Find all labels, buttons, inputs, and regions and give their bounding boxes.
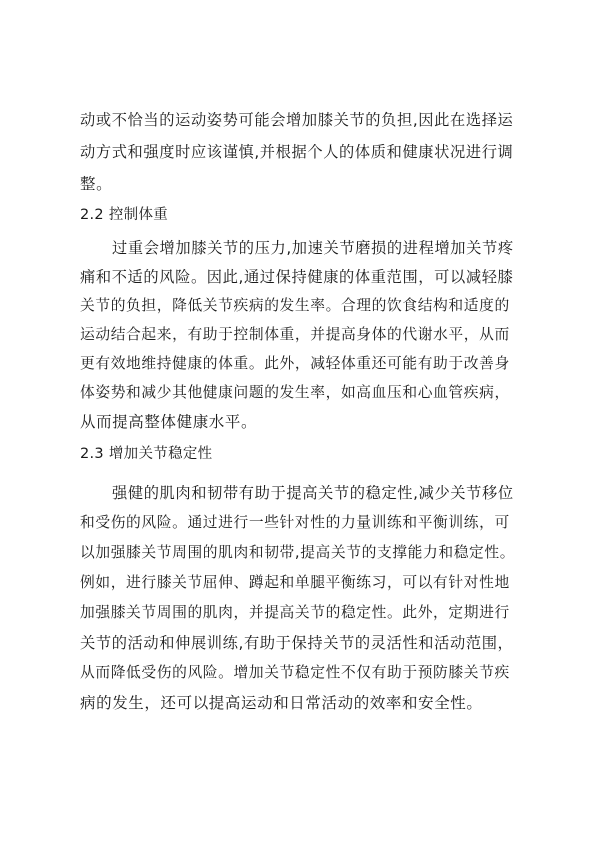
paragraph-1-line-3: 整。 (80, 175, 113, 193)
section-2-3-line-8: 病的发生，还可以提高运动和日常活动的效率和安全性。 (80, 694, 483, 712)
section-2-3-line-5: 加强膝关节周围的肌肉，并提高关节的稳定性。此外，定期进行 (80, 604, 510, 621)
paragraph-1-line-2: 动方式和强度时应该谨慎,并根据个人的体质和健康状况进行调 (80, 143, 514, 161)
section-2-3-line-7: 从而降低受伤的风险。增加关节稳定性不仅有助于预防膝关节疾 (80, 664, 510, 681)
section-2-2-line-7: 从而提高整体健康水平。 (80, 413, 258, 431)
section-2-2-line-1: 过重会增加膝关节的压力,加速关节磨损的进程增加关节疼 (112, 239, 514, 257)
section-2-2-line-4: 运动结合起来，有助于控制体重，并提高身体的代谢水平，从而 (80, 326, 510, 343)
section-2-2-heading: 2.2 控制体重 (80, 207, 169, 223)
section-2-3-line-6: 关节的活动和伸展训练,有助于保持关节的灵活性和活动范围， (80, 634, 514, 652)
section-2-2-line-2: 痛和不适的风险。因此,通过保持健康的体重范围，可以减轻膝 (80, 268, 514, 286)
paragraph-1-line-1: 动或不恰当的运动姿势可能会增加膝关节的负担,因此在选择运 (80, 111, 514, 129)
section-2-3-heading: 2.3 增加关节稳定性 (80, 446, 213, 462)
section-2-2-line-3: 关节的负担，降低关节疾病的发生率。合理的饮食结构和适度的 (80, 297, 510, 314)
section-2-2-line-6: 体姿势和减少其他健康问题的发生率，如高血压和心血管疾病， (80, 384, 510, 401)
section-2-3-line-3: 以加强膝关节周围的肌肉和韧带,提高关节的支撑能力和稳定性。 (80, 544, 516, 561)
section-2-3-line-2: 和受伤的风险。通过进行一些针对性的力量训练和平衡训练，可 (80, 514, 510, 531)
section-2-2-line-5: 更有效地维持健康的体重。此外，减轻体重还可能有助于改善身 (80, 355, 510, 372)
section-2-3-line-4: 例如，进行膝关节屈伸、蹲起和单腿平衡练习，可以有针对性地 (80, 574, 510, 591)
section-2-3-line-1: 强健的肌肉和韧带有助于提高关节的稳定性,减少关节移位 (112, 484, 514, 502)
